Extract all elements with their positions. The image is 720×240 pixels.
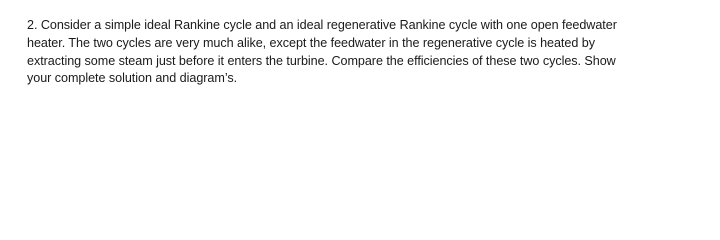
question-line: extracting some steam just before it enters the turbine. Compare the efficiencies of these two cycles. Show	[27, 53, 616, 68]
question-line: your complete solution and diagram’s.	[27, 71, 238, 86]
question-text	[27, 17, 707, 88]
question-line: heater. The two cycles are very much alike, except the feedwater in the regenerative cycle is heated by	[27, 35, 595, 50]
question-line: 2. Consider a simple ideal Rankine cycle and an ideal regenerative Rankine cycle with one open feedwater	[27, 18, 617, 32]
